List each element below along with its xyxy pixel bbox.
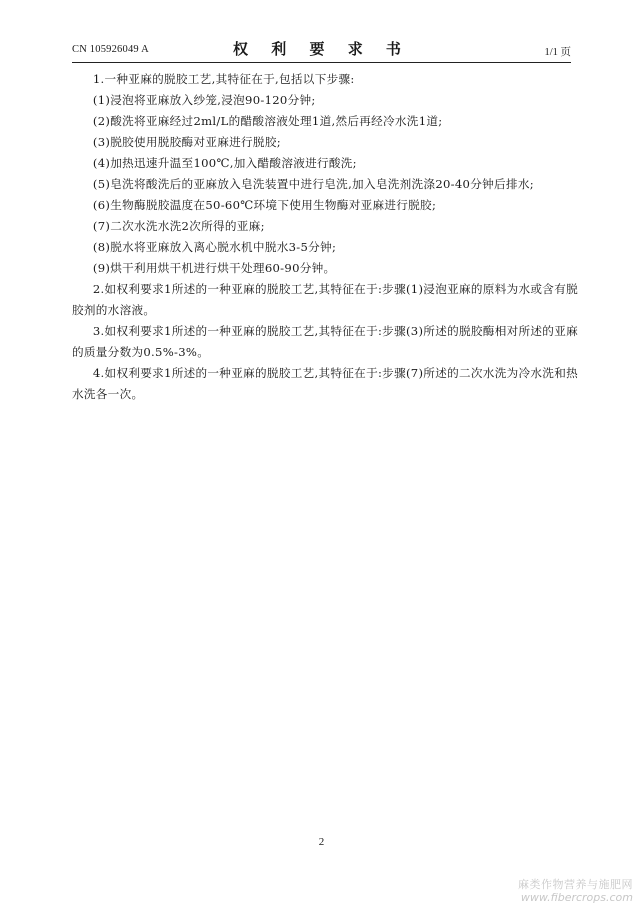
claims-body bbox=[72, 69, 578, 405]
publication-number: CN 105926049 A bbox=[72, 44, 149, 55]
claim-1-step-7: (7)二次水洗水洗2次所得的亚麻; bbox=[92, 219, 265, 233]
claim-1-step-1: (1)浸泡将亚麻放入纱笼,浸泡90-120分钟; bbox=[92, 93, 316, 107]
claim-1-step-8: (8)脱水将亚麻放入离心脱水机中脱水3-5分钟; bbox=[92, 240, 337, 254]
page-number: 2 bbox=[318, 836, 325, 848]
claim-1-step-6: (6)生物酶脱胶温度在50-60℃环境下使用生物酶对亚麻进行脱胶; bbox=[92, 198, 437, 212]
claim-1-step-4: (4)加热迅速升温至100℃,加入醋酸溶液进行酸洗; bbox=[92, 156, 357, 170]
claim-1-intro: 1.一种亚麻的脱胶工艺,其特征在于,包括以下步骤: bbox=[92, 72, 355, 86]
page-title: 权 利 要 求 书 bbox=[233, 40, 410, 58]
header-divider bbox=[72, 62, 571, 63]
watermark-url: www.fibercrops.com bbox=[520, 891, 633, 904]
claim-4: 4.如权利要求1所述的一种亚麻的脱胶工艺,其特征在于:步骤(7)所述的二次水洗为冷水洗和热水洗各一次。 bbox=[72, 366, 578, 401]
claim-1-step-2: (2)酸洗将亚麻经过2ml/L的醋酸溶液处理1道,然后再经冷水洗1道; bbox=[92, 114, 443, 128]
claim-2: 2.如权利要求1所述的一种亚麻的脱胶工艺,其特征在于:步骤(1)浸泡亚麻的原料为水或含有脱胶剂的水溶液。 bbox=[72, 282, 578, 317]
document-header bbox=[72, 38, 571, 60]
watermark bbox=[518, 878, 633, 904]
watermark-name: 麻类作物营养与施肥网 bbox=[518, 878, 633, 891]
page-info: 1/1 页 bbox=[544, 47, 571, 58]
claim-1-step-3: (3)脱胶使用脱胶酶对亚麻进行脱胶; bbox=[92, 135, 281, 149]
claim-1-step-5: (5)皂洗将酸洗后的亚麻放入皂洗装置中进行皂洗,加入皂洗剂洗涤20-40分钟后排水; bbox=[92, 177, 534, 191]
claim-1-step-9: (9)烘干利用烘干机进行烘干处理60-90分钟。 bbox=[92, 261, 336, 275]
claim-3: 3.如权利要求1所述的一种亚麻的脱胶工艺,其特征在于:步骤(3)所述的脱胶酶相对所述的亚麻的质量分数为0.5%-3%。 bbox=[72, 324, 578, 359]
